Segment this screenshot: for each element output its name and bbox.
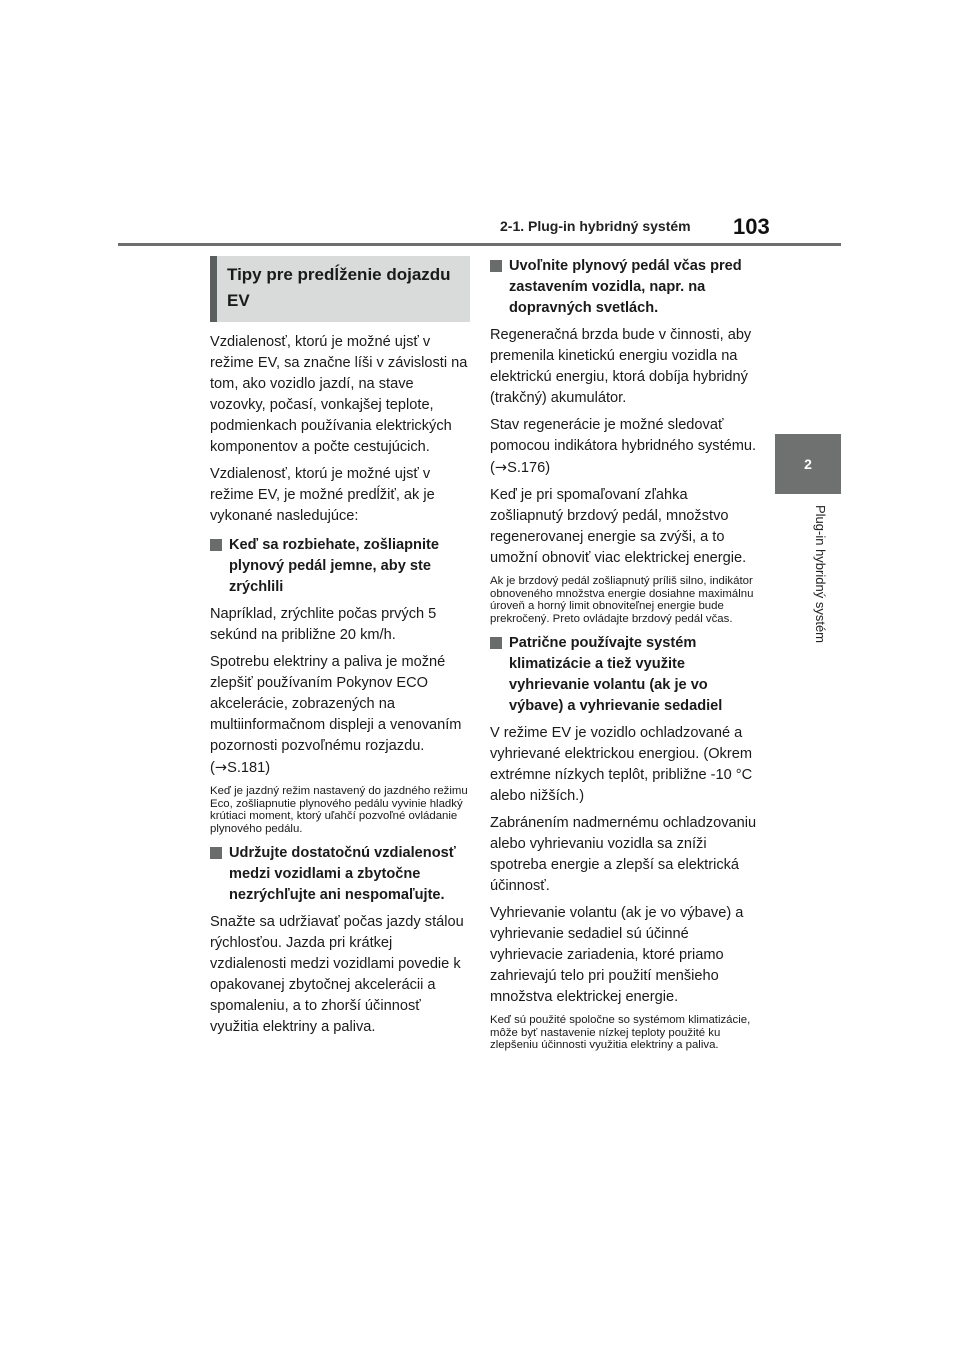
section-heading: Uvoľnite plynový pedál včas pred zastavením vozidla, napr. na dopravných svetlách. xyxy=(509,258,742,316)
section-heading: Udržujte dostatočnú vzdialenosť medzi vozidlami a zbytočne nezrýchľujte ani nespomaľujte. xyxy=(229,845,456,903)
page-reference: S.181) xyxy=(227,760,271,776)
chapter-tab xyxy=(775,434,841,494)
note-text: Keď je jazdný režim nastavený do jazdného režimu Eco, zošliapnutie plynového pedálu vyvinie hladký krútiaci moment, ktorý uľahčí pozvoľné ovládanie plynového pedálu. xyxy=(210,785,468,835)
note-text: Keď sú použité spoločne so systémom klimatizácie, môže byť nastavenie nízkej teploty použité ku zlepšeniu účinnosti využitia elektriny a paliva. xyxy=(490,1014,751,1051)
intro-paragraph-2: Vzdialenosť, ktorú je možné ujsť v režime EV, je možné predĺžiť, ak je vykonané nasledujúce: xyxy=(210,466,435,524)
tips-box-title: Tipy pre predĺženie dojazdu EV xyxy=(227,265,451,310)
section-keep-distance xyxy=(210,843,470,906)
square-bullet-icon xyxy=(210,847,222,859)
chapter-number: 2 xyxy=(804,456,812,472)
body-paragraph: Snažte sa udržiavať počas jazdy stálou rýchlosťou. Jazda pri krátkej vzdialenosti medzi vozidlami povedie k opakovanej zbytočnej akcelerácii a spomaleniu, a to zhorší účinnosť využitia elektriny a paliva. xyxy=(210,914,464,1035)
section-heading: Keď sa rozbiehate, zošliapnite plynový pedál jemne, aby ste zrýchlili xyxy=(229,537,439,595)
reference-arrow-icon: → xyxy=(214,759,228,776)
left-column xyxy=(210,256,470,1044)
chapter-side-label: Plug-in hybridný systém xyxy=(813,505,828,643)
section-heading: Patrične používajte systém klimatizácie a tiež využite vyhrievanie volantu (ak je vo výbave) a vyhrievanie sedadiel xyxy=(509,635,723,714)
header-divider xyxy=(118,243,841,246)
section-gentle-acceleration xyxy=(210,535,470,598)
page-reference: S.176) xyxy=(507,460,551,476)
section-climate-control xyxy=(490,633,758,717)
section-title: 2-1. Plug-in hybridný systém xyxy=(500,218,691,234)
square-bullet-icon xyxy=(490,637,502,649)
section-release-accelerator xyxy=(490,256,758,319)
page-number: 103 xyxy=(733,214,770,239)
square-bullet-icon xyxy=(490,260,502,272)
body-paragraph: Keď je pri spomaľovaní zľahka zošliapnutý brzdový pedál, množstvo regenerovanej energie sa zvýši, a to umožní obnoviť viac elektrickej energie. xyxy=(490,487,747,566)
body-paragraph: Napríklad, zrýchlite počas prvých 5 sekúnd na približne 20 km/h. xyxy=(210,606,437,643)
right-column xyxy=(490,256,758,1060)
body-paragraph: Spotrebu elektriny a paliva je možné zlepšiť používaním Pokynov ECO akcelerácie, zobrazených na multiinformačnom displeji a venovaním pozornosti pozvoľnému rozjazdu. (→S.181) xyxy=(210,654,462,776)
body-paragraph: Stav regenerácie je možné sledovať pomocou indikátora hybridného systému. (→S.176) xyxy=(490,417,757,476)
intro-paragraph: Vzdialenosť, ktorú je možné ujsť v režime EV, sa značne líši v závislosti na tom, ako vozidlo jazdí, na stave vozovky, počasí, vonkajšej teplote, podmienkach používania elektrických komponentov a počte cestujúcich. xyxy=(210,334,468,455)
reference-arrow-icon: → xyxy=(494,459,508,476)
body-paragraph: V režime EV je vozidlo ochladzované a vyhrievané elektrickou energiou. (Okrem extrémne nízkych teplôt, približne -10 °C alebo nižších.) xyxy=(490,725,753,804)
body-paragraph: Zabránením nadmernému ochladzovaniu alebo vyhrievaniu vozidla sa zníži spotreba energie a zlepší sa elektrická účinnosť. xyxy=(490,815,757,894)
tips-box xyxy=(210,256,470,322)
body-paragraph: Vyhrievanie volantu (ak je vo výbave) a vyhrievanie sedadiel sú účinné vyhrievacie zariadenia, ktoré priamo zahrievajú telo pri použití menšieho množstva elektrickej energie. xyxy=(490,905,744,1005)
body-paragraph: Regeneračná brzda bude v činnosti, aby premenila kinetickú energiu vozidla na elektrickú energiu, ktorá dobíja hybridný (trakčný) akumulátor. xyxy=(490,327,752,406)
square-bullet-icon xyxy=(210,539,222,551)
note-text: Ak je brzdový pedál zošliapnutý príliš silno, indikátor obnoveného množstva energie dosiahne maximálnu úroveň a horný limit obnoviteľnej energie bude prekročený. Preto ovládajte brzdový pedál včas. xyxy=(490,575,754,625)
